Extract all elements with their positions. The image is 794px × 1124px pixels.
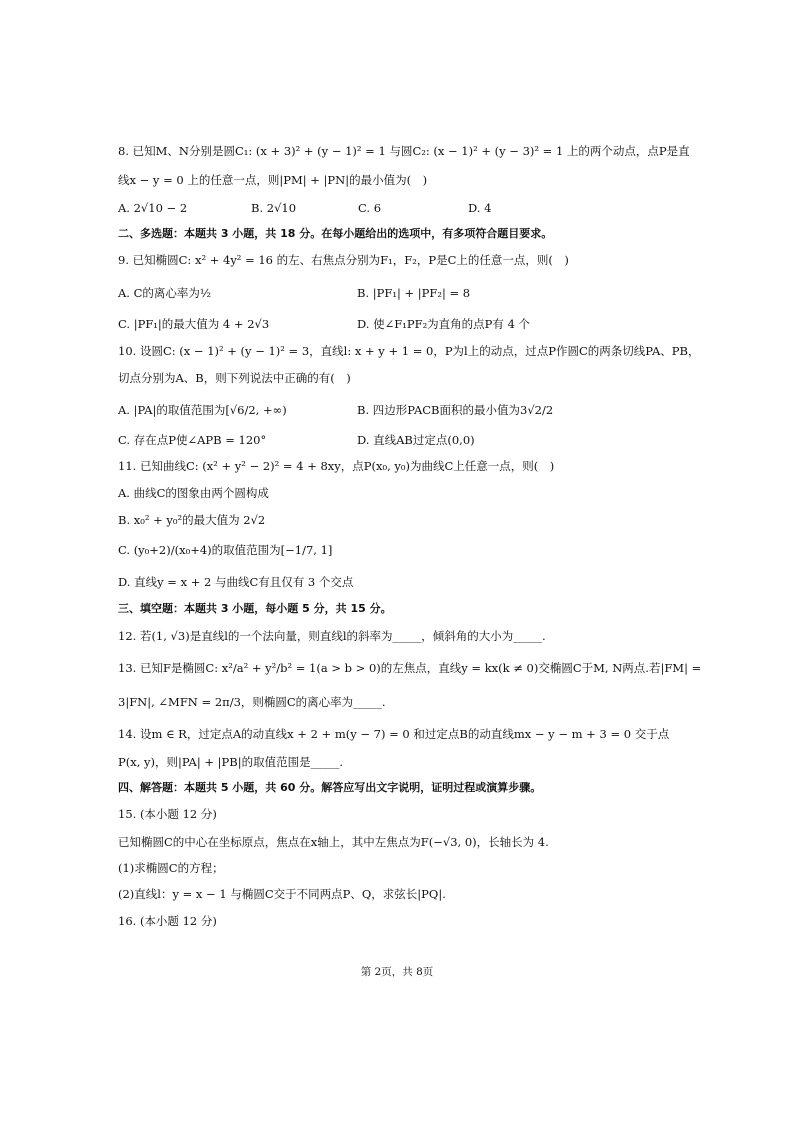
q11-option-c: C. (y₀+2)/(x₀+4)的取值范围为[−1/7, 1] — [118, 543, 333, 557]
q14-stem-line2: P(x, y)，则|PA| + |PB|的取值范围是_____. — [118, 755, 344, 769]
q10-stem-line1: 10. 设圆C: (x − 1)² + (y − 1)² = 3，直线l: x + y + 1 = 0，P为l上的动点，过点P作圆C的两条切线PA、PB， — [118, 344, 700, 358]
q10-option-b: B. 四边形PACB面积的最小值为3√2/2 — [357, 403, 554, 417]
q8-option-d: D. 4 — [468, 201, 492, 215]
q8-stem-line2: 线x − y = 0 上的任意一点，则|PM| + |PN|的最小值为( ) — [118, 173, 428, 187]
q8-option-c: C. 6 — [358, 201, 382, 215]
q9-stem: 9. 已知椭圆C: x² + 4y² = 16 的左、右焦点分别为F₁，F₂，P是C上的任意一点，则( ) — [118, 253, 569, 267]
section-3-heading: 三、填空题：本题共 3 小题，每小题 5 分，共 15 分。 — [118, 602, 392, 615]
q14-stem-line1: 14. 设m ∈ R，过定点A的动直线x + 2 + m(y − 7) = 0 和过定点B的动直线mx − y − m + 3 = 0 交于点 — [118, 727, 670, 741]
q9-option-c: C. |PF₁|的最大值为 4 + 2√3 — [118, 317, 270, 331]
section-2-heading: 二、多选题：本题共 3 小题，共 18 分。在每小题给出的选项中，有多项符合题目要求。 — [118, 227, 553, 240]
q9-option-d: D. 使∠F₁PF₂为直角的点P有 4 个 — [357, 317, 531, 331]
q15-part2: (2)直线l：y = x − 1 与椭圆C交于不同两点P、Q，求弦长|PQ|. — [118, 887, 446, 901]
q9-option-b: B. |PF₁| + |PF₂| = 8 — [357, 286, 471, 300]
q10-option-c: C. 存在点P使∠APB = 120° — [118, 433, 267, 447]
q8-option-a: A. 2√10 − 2 — [118, 201, 188, 215]
q16-title: 16. (本小题 12 分) — [118, 914, 217, 928]
q11-option-b: B. x₀² + y₀²的最大值为 2√2 — [118, 513, 266, 527]
q10-stem-line2: 切点分别为A、B，则下列说法中正确的有( ) — [118, 371, 351, 385]
q9-option-a: A. C的离心率为½ — [118, 286, 212, 300]
q13-stem-line1: 13. 已知F是椭圆C: x²/a² + y²/b² = 1(a > b > 0)的左焦点，直线y = kx(k ≠ 0)交椭圆C于M, N两点.若|FM| = — [118, 661, 702, 675]
q11-stem: 11. 已知曲线C: (x² + y² − 2)² = 4 + 8xy，点P(x₀, y₀)为曲线C上任意一点，则( ) — [118, 459, 555, 473]
page-number-footer: 第 2页，共 8页 — [360, 966, 434, 978]
q11-option-a: A. 曲线C的图象由两个圆构成 — [118, 486, 269, 500]
q10-option-d: D. 直线AB过定点(0,0) — [357, 433, 475, 447]
q8-option-b: B. 2√10 — [251, 201, 297, 215]
q13-stem-line2: 3|FN|, ∠MFN = 2π/3，则椭圆C的离心率为_____. — [118, 695, 386, 709]
q15-stem: 已知椭圆C的中心在坐标原点，焦点在x轴上，其中左焦点为F(−√3, 0)，长轴长为 4. — [118, 835, 549, 849]
q15-part1: (1)求椭圆C的方程； — [118, 861, 224, 875]
q12-stem: 12. 若(1, √3)是直线l的一个法向量，则直线l的斜率为_____，倾斜角的大小为_____. — [118, 629, 546, 643]
q8-stem-line1: 8. 已知M、N分别是圆C₁: (x + 3)² + (y − 1)² = 1 与圆C₂: (x − 1)² + (y − 3)² = 1 上的两个动点，点P是直 — [118, 144, 690, 158]
q11-option-d: D. 直线y = x + 2 与曲线C有且仅有 3 个交点 — [118, 575, 354, 589]
section-4-heading: 四、解答题：本题共 5 小题，共 60 分。解答应写出文字说明，证明过程或演算步骤。 — [118, 781, 542, 794]
q15-title: 15. (本小题 12 分) — [118, 807, 217, 821]
q10-option-a: A. |PA|的取值范围为[√6/2, +∞) — [118, 403, 287, 417]
